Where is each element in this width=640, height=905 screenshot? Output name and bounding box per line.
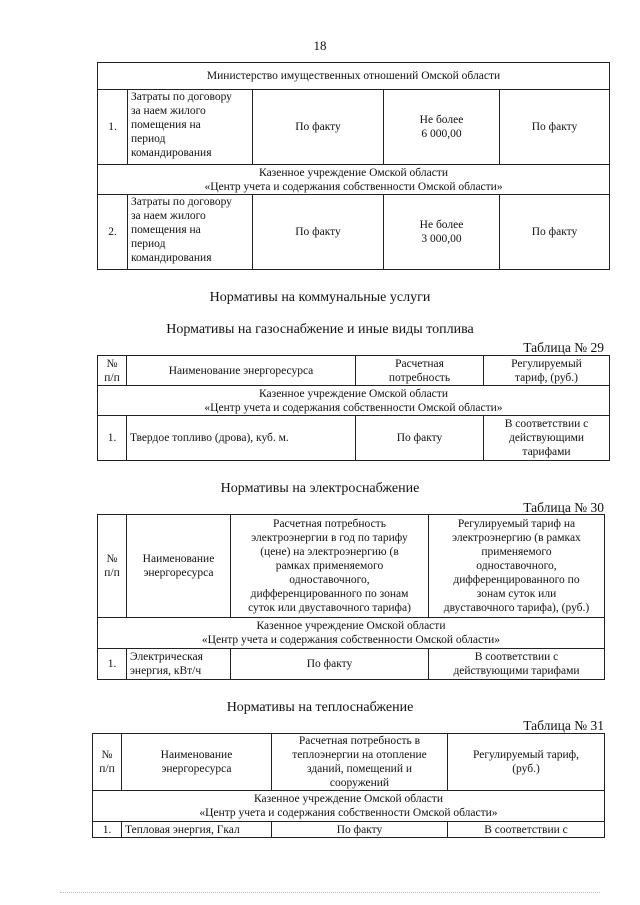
row-need: По факту	[272, 822, 448, 838]
row-name: Затраты по договору за наем жилого помещения на период командирования	[128, 195, 253, 270]
org-name: Казенное учреждение Омской области «Центр учета и содержания собственности Омской области»	[98, 386, 610, 416]
table-30	[97, 514, 605, 680]
table-row	[98, 195, 610, 270]
header-number: № п/п	[98, 515, 127, 618]
org-name: Казенное учреждение Омской области «Центр учета и содержания собственности Омской области»	[98, 165, 610, 195]
row-limit: Не более 3 000,00	[384, 195, 500, 270]
table-30-label: Таблица № 30	[523, 500, 604, 515]
table-row	[98, 416, 610, 461]
section-heading-gas: Нормативы на газоснабжение и иные виды топлива	[166, 322, 474, 337]
section-heading-electric: Нормативы на электроснабжение	[220, 481, 420, 496]
org-row	[98, 618, 605, 649]
row-need: По факту	[231, 649, 429, 680]
row-price: По факту	[500, 90, 610, 165]
table-31-label: Таблица № 31	[523, 718, 604, 733]
row-tariff: В соответствии с действующими тарифами	[429, 649, 605, 680]
table-header-row	[93, 734, 605, 791]
row-number: 1.	[98, 649, 127, 680]
row-name: Тепловая энергия, Гкал	[122, 822, 272, 838]
header-tariff: Регулируемый тариф на электроэнергию (в рамках применяемого одноставочного, дифференцированного по зонам суток или двуставочного тарифа), (руб.)	[429, 515, 605, 618]
org-row	[98, 63, 610, 90]
row-number: 2.	[98, 195, 128, 270]
header-name: Наименование энергоресурса	[122, 734, 272, 791]
table-29-label: Таблица № 29	[523, 340, 604, 355]
row-price: По факту	[500, 195, 610, 270]
table-header-row	[98, 356, 610, 386]
row-limit: Не более 6 000,00	[384, 90, 500, 165]
business-trip-table	[97, 62, 610, 270]
row-amount: По факту	[253, 90, 384, 165]
header-name: Наименование энергоресурса	[127, 515, 231, 618]
org-row	[98, 386, 610, 416]
table-row	[93, 822, 605, 838]
header-number: № п/п	[98, 356, 127, 386]
table-row	[98, 90, 610, 165]
org-name: Министерство имущественных отношений Омской области	[98, 63, 610, 90]
row-number: 1.	[98, 90, 128, 165]
header-tariff: Регулируемый тариф, (руб.)	[484, 356, 610, 386]
header-tariff: Регулируемый тариф, (руб.)	[448, 734, 605, 791]
row-tariff: В соответствии с действующими тарифами	[484, 416, 610, 461]
section-heading-utilities: Нормативы на коммунальные услуги	[209, 290, 431, 305]
org-name: Казенное учреждение Омской области «Центр учета и содержания собственности Омской области»	[93, 791, 605, 822]
header-number: № п/п	[93, 734, 122, 791]
header-need: Расчетная потребность электроэнергии в год по тарифу (цене) на электроэнергию (в рамках применяемого одноставочного, дифференцированного по зонам суток или двуставочного тарифа)	[231, 515, 429, 618]
table-31	[92, 733, 605, 838]
row-number: 1.	[93, 822, 122, 838]
row-name: Затраты по договору за наем жилого помещения на период командирования	[128, 90, 253, 165]
row-name: Твердое топливо (дрова), куб. м.	[127, 416, 356, 461]
scan-edge-marks	[60, 892, 600, 896]
table-header-row	[98, 515, 605, 618]
table-29	[97, 355, 610, 461]
row-amount: По факту	[253, 195, 384, 270]
row-number: 1.	[98, 416, 127, 461]
org-name: Казенное учреждение Омской области «Центр учета и содержания собственности Омской области»	[98, 618, 605, 649]
row-name: Электрическая энергия, кВт/ч	[127, 649, 231, 680]
section-heading-heat: Нормативы на теплоснабжение	[226, 700, 414, 715]
row-need: По факту	[356, 416, 484, 461]
org-row	[98, 165, 610, 195]
page-number: 18	[313, 38, 327, 53]
header-need: Расчетная потребность в теплоэнергии на отопление зданий, помещений и сооружений	[272, 734, 448, 791]
org-row	[93, 791, 605, 822]
row-tariff: В соответствии с	[448, 822, 605, 838]
header-name: Наименование энергоресурса	[127, 356, 356, 386]
header-need: Расчетная потребность	[356, 356, 484, 386]
table-row	[98, 649, 605, 680]
